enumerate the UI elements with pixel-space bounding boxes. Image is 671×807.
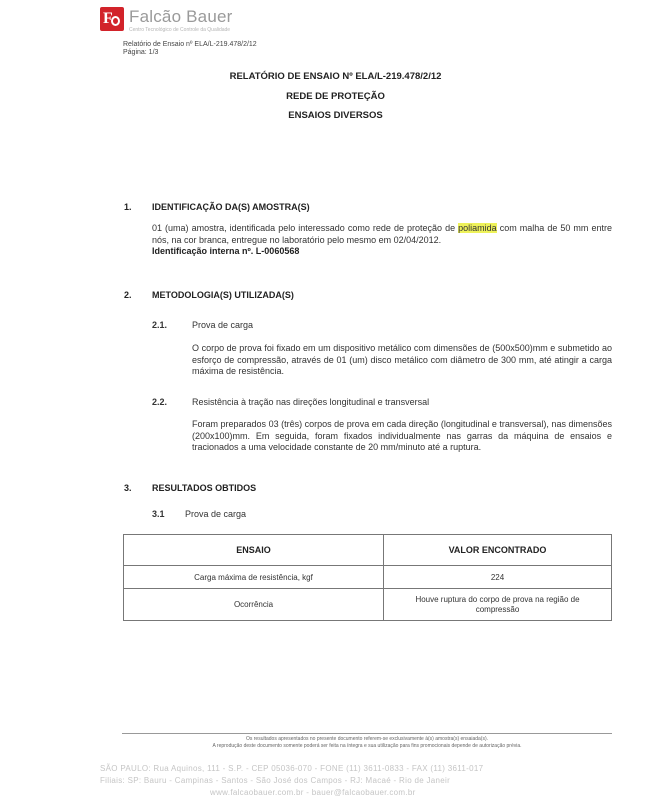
highlighted-term: poliamida — [458, 223, 497, 233]
table-cell-valor: Houve ruptura do corpo de prova na região de compressão — [384, 589, 612, 621]
section-2-number: 2. — [124, 290, 132, 300]
report-subtitle: REDE DE PROTEÇÃO — [286, 91, 385, 102]
report-reference: Relatório de Ensaio nº ELA/L-219.478/2/12 — [123, 41, 257, 48]
section-3-number: 3. — [124, 483, 132, 493]
results-table — [123, 534, 612, 621]
section-2-heading: METODOLOGIA(S) UTILIZADA(S) — [152, 290, 294, 300]
subsection-3-1-number: 3.1 — [152, 509, 165, 519]
table-row — [124, 589, 612, 621]
table-row — [124, 566, 612, 589]
report-title: RELATÓRIO DE ENSAIO Nº ELA/L-219.478/2/12 — [229, 71, 442, 82]
table-cell-ensaio: Ocorrência — [124, 589, 384, 621]
subsection-2-2-text: Foram preparados 03 (três) corpos de prova em cada direção (longitudinal e transversal), nas dimensões (200x100)mm. Em seguida, foram fixados individualmente nas garras da máquina de ensaios e tracionados a uma velocidade constante de 20 mm/minuto até a ruptura. — [192, 419, 612, 452]
page-number: Página: 1/3 — [123, 49, 159, 56]
logo-tagline: Centro Tecnológico de Controle da Qualidade — [129, 27, 231, 33]
report-subtitle-2: ENSAIOS DIVERSOS — [288, 110, 383, 121]
subsection-3-1-title: Prova de carga — [185, 509, 247, 519]
table-header-valor: VALOR ENCONTRADO — [384, 535, 612, 566]
subsection-2-1-text: O corpo de prova foi fixado em um dispositivo metálico com dimensões de (500x500)mm e submetido ao esforço de compressão, através de 01 (um) disco metálico com diâmetro de 300 mm, até atingir a carga máxima de resistência. — [192, 343, 612, 376]
section-3-heading: RESULTADOS OBTIDOS — [152, 483, 257, 493]
logo-mark-icon: F — [100, 7, 124, 31]
internal-id: Identificação interna nº. L-0060568 — [152, 246, 300, 256]
table-header-ensaio: ENSAIO — [124, 535, 384, 566]
table-header-row — [124, 535, 612, 566]
logo-name: Falcão Bauer — [129, 7, 233, 26]
section-1-text: 01 (uma) amostra, identificada pelo interessado como rede de proteção de poliamida com malha de 50 mm entre nós, na cor branca, entregue no laboratório pelo mesmo em 02/04/2012. Identificação interna nº. L-0060568 — [152, 223, 612, 256]
section-1-number: 1. — [124, 202, 132, 212]
footer-branches: Filiais: SP: Bauru - Campinas - Santos - São José dos Campos - RJ: Macaé - Rio de Janeir — [100, 776, 451, 785]
footer-website: www.falcaobauer.com.br - bauer@falcaobauer.com.br — [210, 788, 416, 797]
footer-note-2: A reprodução deste documento somente poderá ser feita na íntegra e sua utilização para fins promocionais depende de autorização prévia. — [212, 743, 522, 749]
footer-address: SÃO PAULO: Rua Aquinos, 111 - S.P. - CEP 05036-070 - FONE (11) 3611-0833 - FAX (11) 3611-017 — [100, 764, 484, 773]
company-logo — [100, 7, 233, 35]
subsection-2-2-title: Resistência à tração nas direções longitudinal e transversal — [192, 397, 430, 407]
subsection-2-1-title: Prova de carga — [192, 320, 254, 330]
subsection-2-1-number: 2.1. — [152, 320, 168, 330]
table-cell-ensaio: Carga máxima de resistência, kgf — [124, 566, 384, 589]
subsection-2-2-number: 2.2. — [152, 397, 168, 407]
section-1-heading: IDENTIFICAÇÃO DA(S) AMOSTRA(S) — [152, 202, 310, 212]
footer-note-1: Os resultados apresentados no presente documento referem-se exclusivamente à(s) amostra(s) ensaiada(s). — [245, 736, 489, 742]
table-cell-valor: 224 — [384, 566, 612, 589]
footer-divider — [122, 733, 612, 734]
